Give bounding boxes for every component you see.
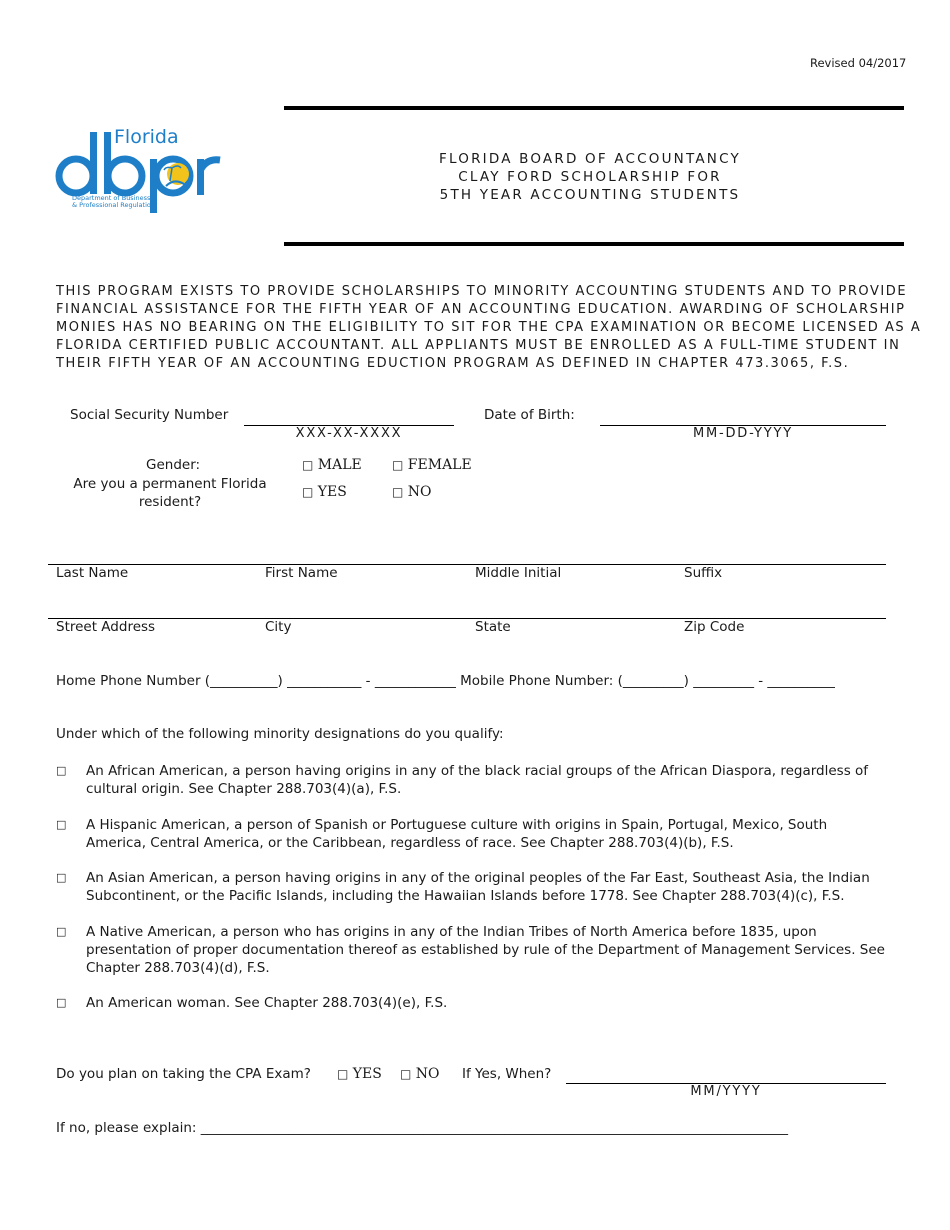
title-line-1: FLORIDA BOARD OF ACCOUNTANCY [439, 151, 741, 167]
logo-florida-text: Florida [114, 126, 179, 148]
intro-line: FINANCIAL ASSISTANCE FOR THE FIFTH YEAR OF AN ACCOUNTING EDUCATION. AWARDING OF SCHOLARSHIP [56, 302, 906, 317]
gender-female-label: FEMALE [407, 457, 472, 473]
state-label: State [475, 619, 511, 635]
minority-question: Under which of the following minority designations do you qualify: [56, 726, 504, 742]
cpa-yes-label: YES [352, 1066, 382, 1082]
gender-male-label: MALE [317, 457, 362, 473]
intro-line: FLORIDA CERTIFIED PUBLIC ACCOUNTANT. ALL APPLIANTS MUST BE ENROLLED AS A FULL-TIME STUDENT IN [56, 338, 901, 353]
cpa-question: Do you plan on taking the CPA Exam? [56, 1066, 311, 1082]
minority-option-text: A Native American, a person who has origins in any of the Indian Tribes of North America before 1835, upon presentation of proper documentation thereof as established by rule of the Department of Management Services. See Chapter 288.703(4)(d), F.S. [86, 924, 885, 976]
resident-no-label: NO [407, 484, 432, 500]
minority-option-american-woman[interactable] [56, 994, 886, 1012]
checkbox-icon: □ [392, 458, 404, 472]
cpa-no-label: NO [415, 1066, 440, 1082]
logo-dept-line2: & Professional Regulation [72, 201, 155, 209]
minority-option-text: A Hispanic American, a person of Spanish or Portuguese culture with origins in Spain, Portugal, Mexico, South America, Central America, or the Caribbean, regardless of race. See Chapter 288.703(4)(b), F.S. [86, 817, 828, 851]
minority-option-text: An American woman. See Chapter 288.703(4)(e), F.S. [86, 995, 448, 1011]
resident-yes-checkbox[interactable] [302, 484, 347, 500]
resident-label-line-2: resident? [138, 494, 202, 510]
title-line-2: CLAY FORD SCHOLARSHIP FOR [458, 169, 722, 185]
minority-option-hispanic-american[interactable] [56, 816, 886, 852]
dob-label: Date of Birth: [484, 407, 575, 423]
name-field-line[interactable] [48, 564, 886, 565]
checkbox-icon: □ [337, 1067, 349, 1081]
ssn-label: Social Security Number [70, 407, 229, 423]
cpa-no-checkbox[interactable] [400, 1066, 440, 1082]
city-label: City [265, 619, 292, 635]
minority-option-native-american[interactable] [56, 923, 886, 977]
minority-option-african-american[interactable] [56, 762, 886, 798]
checkbox-icon: □ [400, 1067, 412, 1081]
resident-yes-label: YES [317, 484, 347, 500]
logo-dept-line1: Department of Business [72, 194, 151, 202]
minority-option-text: An Asian American, a person having origins in any of the original peoples of the Far East, Southeast Asia, the Indian Subcontinent, or the Pacific Islands, including the Hawaiian Islands before 1778. See Chapter 288.703(4)(c), F.S. [86, 870, 870, 904]
resident-no-checkbox[interactable] [392, 484, 432, 500]
checkbox-icon: □ [302, 458, 314, 472]
explain-field[interactable]: If no, please explain: _______________________________________________________________________________________ [56, 1120, 788, 1136]
dbpr-logo [54, 126, 244, 216]
checkbox-icon: □ [302, 485, 314, 499]
checkbox-icon[interactable]: □ [56, 871, 67, 884]
cpa-yes-checkbox[interactable] [337, 1066, 382, 1082]
zip-code-label: Zip Code [684, 619, 745, 635]
cpa-when-label: If Yes, When? [462, 1066, 552, 1082]
gender-male-checkbox[interactable] [302, 457, 362, 473]
last-name-label: Last Name [56, 565, 129, 581]
gender-female-checkbox[interactable] [392, 457, 472, 473]
intro-line: MONIES HAS NO BEARING ON THE ELIGIBILITY TO SIT FOR THE CPA EXAMINATION OR BECOME LICENSED AS A [56, 320, 922, 335]
intro-line: THIS PROGRAM EXISTS TO PROVIDE SCHOLARSHIPS TO MINORITY ACCOUNTING STUDENTS AND TO PROVIDE [56, 284, 908, 299]
checkbox-icon[interactable]: □ [56, 925, 67, 938]
dob-hint: MM-DD-YYYY [692, 426, 794, 441]
minority-option-text: An African American, a person having origins in any of the black racial groups of the African Diaspora, regardless of cultural origin. See Chapter 288.703(4)(a), F.S. [86, 763, 869, 797]
ssn-hint: XXX-XX-XXXX [295, 426, 403, 441]
form-title [380, 150, 800, 204]
first-name-label: First Name [265, 565, 338, 581]
resident-label [70, 475, 270, 511]
minority-option-asian-american[interactable] [56, 869, 886, 905]
title-line-3: 5TH YEAR ACCOUNTING STUDENTS [439, 187, 741, 203]
street-address-label: Street Address [56, 619, 156, 635]
address-field-line[interactable] [48, 618, 886, 619]
checkbox-icon: □ [392, 485, 404, 499]
middle-initial-label: Middle Initial [475, 565, 562, 581]
suffix-label: Suffix [684, 565, 723, 581]
checkbox-icon[interactable]: □ [56, 764, 67, 777]
title-top-rule [284, 106, 904, 110]
revised-date: Revised 04/2017 [810, 56, 907, 70]
phone-numbers-line[interactable]: Home Phone Number (__________) ___________ - ____________ Mobile Phone Number: (_________) _________ - __________ [56, 673, 835, 689]
intro-paragraph [56, 283, 922, 373]
checkbox-icon[interactable]: □ [56, 818, 67, 831]
cpa-when-hint: MM/YYYY [690, 1084, 762, 1099]
resident-label-line-1: Are you a permanent Florida [73, 476, 267, 492]
gender-label: Gender: [146, 457, 201, 473]
checkbox-icon[interactable]: □ [56, 996, 67, 1009]
title-bottom-rule [284, 242, 904, 246]
intro-line: THEIR FIFTH YEAR OF AN ACCOUNTING EDUCTION PROGRAM AS DEFINED IN CHAPTER 473.3065, F.S. [56, 356, 850, 371]
